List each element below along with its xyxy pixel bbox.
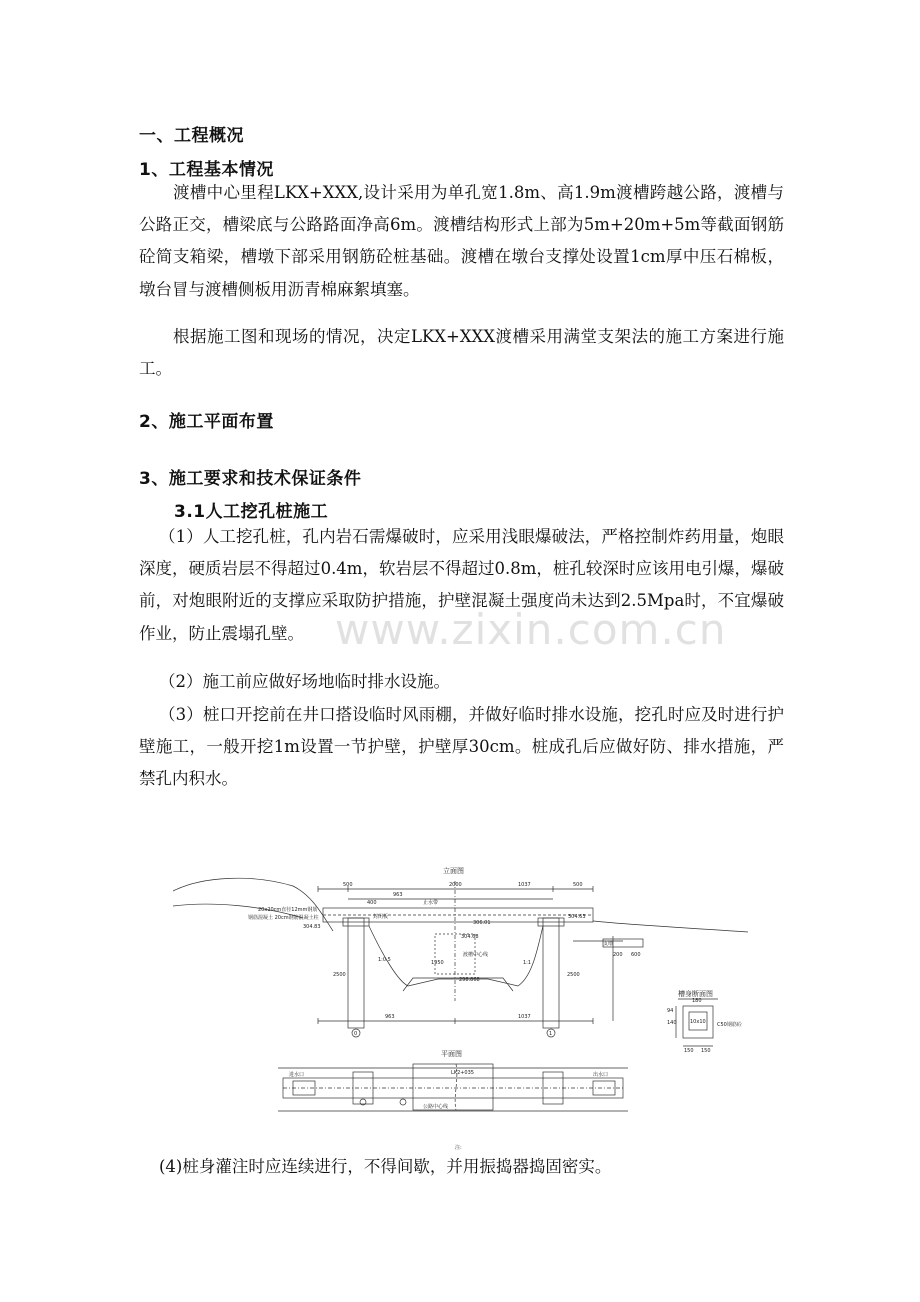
dim-500-right: 500 — [573, 882, 583, 888]
outlet-label: 出水口 — [593, 1072, 609, 1078]
aqueduct-drawing — [173, 846, 753, 1151]
watermark: www.zixin.com.cn — [335, 605, 727, 654]
paragraph-construction-plan: 根据施工图和现场的情况，决定LKX+XXX渡槽采用满堂支架法的施工方案进行施工。 — [139, 327, 784, 379]
seal-label: 封闭板 — [373, 914, 389, 920]
elev-1: 304.83 — [303, 924, 321, 930]
dim-400: 400 — [367, 900, 377, 906]
dim-963-bottom: 963 — [385, 1014, 395, 1020]
heading-basic-info: 1、工程基本情况 — [139, 160, 274, 180]
aqueduct-drawing-svg — [173, 846, 753, 1151]
drawing-note: 注: — [455, 1145, 462, 1151]
c50-label: C50钢筋砼 — [717, 1022, 742, 1028]
section-title: 槽身断面图 — [678, 990, 713, 998]
axis-0: 0 — [354, 1031, 358, 1037]
dim-140: 140 — [667, 1020, 677, 1026]
dim-180: 180 — [692, 998, 702, 1004]
slope-left: 1:0.5 — [378, 957, 391, 963]
plan-title: 平面图 — [441, 1050, 462, 1058]
dim-1037: 1037 — [518, 882, 531, 888]
section-box-label: 10x10 — [690, 1019, 706, 1025]
paragraph-basic-info: 渡槽中心里程LKX+XXX,设计采用为单孔宽1.8m、高1.9m渡槽跨越公路，渡槽与公路正交，槽梁底与公路路面净高6m。渡槽结构形式上部为5m+20m+5m等截面钢筋砼简支箱梁，槽墩下部采用钢筋砼桩基础。渡槽在墩台支撑处设置1cm厚中压石棉板，墩台冒与渡槽侧板用沥青棉麻絮填塞。 — [139, 183, 784, 299]
center-line-label: 渡槽中心线 — [463, 952, 489, 958]
heading-pile-construction: 3.1人工挖孔桩施工 — [174, 502, 329, 522]
axis-1: 1 — [549, 1031, 553, 1037]
pier-label: 支墩 — [603, 941, 614, 947]
drawing-note-left-2: 钢筋混凝土 20cm钢筋混凝土柱 — [248, 915, 319, 921]
item-blasting: （1）人工挖孔桩，孔内岩石需爆破时，应采用浅眼爆破法，严格控制炸药用量，炮眼深度，硬质岩层不得超过0.4m，软岩层不得超过0.8m，桩孔较深时应该用电引爆，爆破前，对炮眼附近的支撑应采取防护措施，护壁混凝土强度尚未达到2.5Mpa时，不宜爆破作业，防止震塌孔壁。 — [139, 527, 784, 643]
height-1950: 1950 — [431, 960, 444, 966]
dim-1037-bottom: 1037 — [518, 1014, 531, 1020]
heading-site-layout: 2、施工平面布置 — [139, 412, 274, 432]
dim-600: 600 — [631, 952, 641, 958]
item-pile-opening: （3）桩口开挖前在井口搭设临时风雨棚，并做好临时排水设施，挖孔时应及时进行护壁施工，一般开挖1m设置一节护壁，护壁厚30cm。桩成孔后应做好防、排水措施，严禁孔内积水。 — [139, 705, 784, 789]
dim-200: 200 — [613, 952, 623, 958]
station-label: LK2+035 — [451, 1070, 474, 1076]
dim-2500-left: 2500 — [333, 972, 346, 978]
road-center-label: 公路中心线 — [423, 1104, 449, 1110]
dim-963: 963 — [393, 892, 403, 898]
slope-right: 1:1 — [523, 960, 532, 966]
elev-4: 304.63 — [568, 914, 586, 920]
item-continuous-pour: (4)桩身灌注时应连续进行，不得间歇，并用振捣器捣固密实。 — [159, 1157, 612, 1176]
elev-2: 306.01 — [473, 920, 491, 926]
item-drainage: （2）施工前应做好场地临时排水设施。 — [159, 672, 450, 691]
dim-2000: 2000 — [449, 882, 462, 888]
dim-2500-right: 2500 — [567, 972, 580, 978]
stop-label: 止水带 — [423, 900, 439, 906]
heading-requirements: 3、施工要求和技术保证条件 — [139, 469, 362, 489]
dim-94: 94 — [667, 1008, 674, 1014]
heading-project-overview: 一、工程概况 — [139, 126, 244, 146]
elev-5: 298.868 — [459, 977, 480, 983]
elev-3: 304.68 — [461, 934, 479, 940]
dim-150-a: 150 — [684, 1048, 694, 1054]
elevation-title: 立面图 — [443, 867, 464, 875]
dim-500-left: 500 — [343, 882, 353, 888]
dim-150-b: 150 — [701, 1048, 711, 1054]
drawing-note-left-1: 20x20cm直径12mm钢筋 — [258, 907, 318, 913]
inlet-label: 进水口 — [289, 1072, 305, 1078]
